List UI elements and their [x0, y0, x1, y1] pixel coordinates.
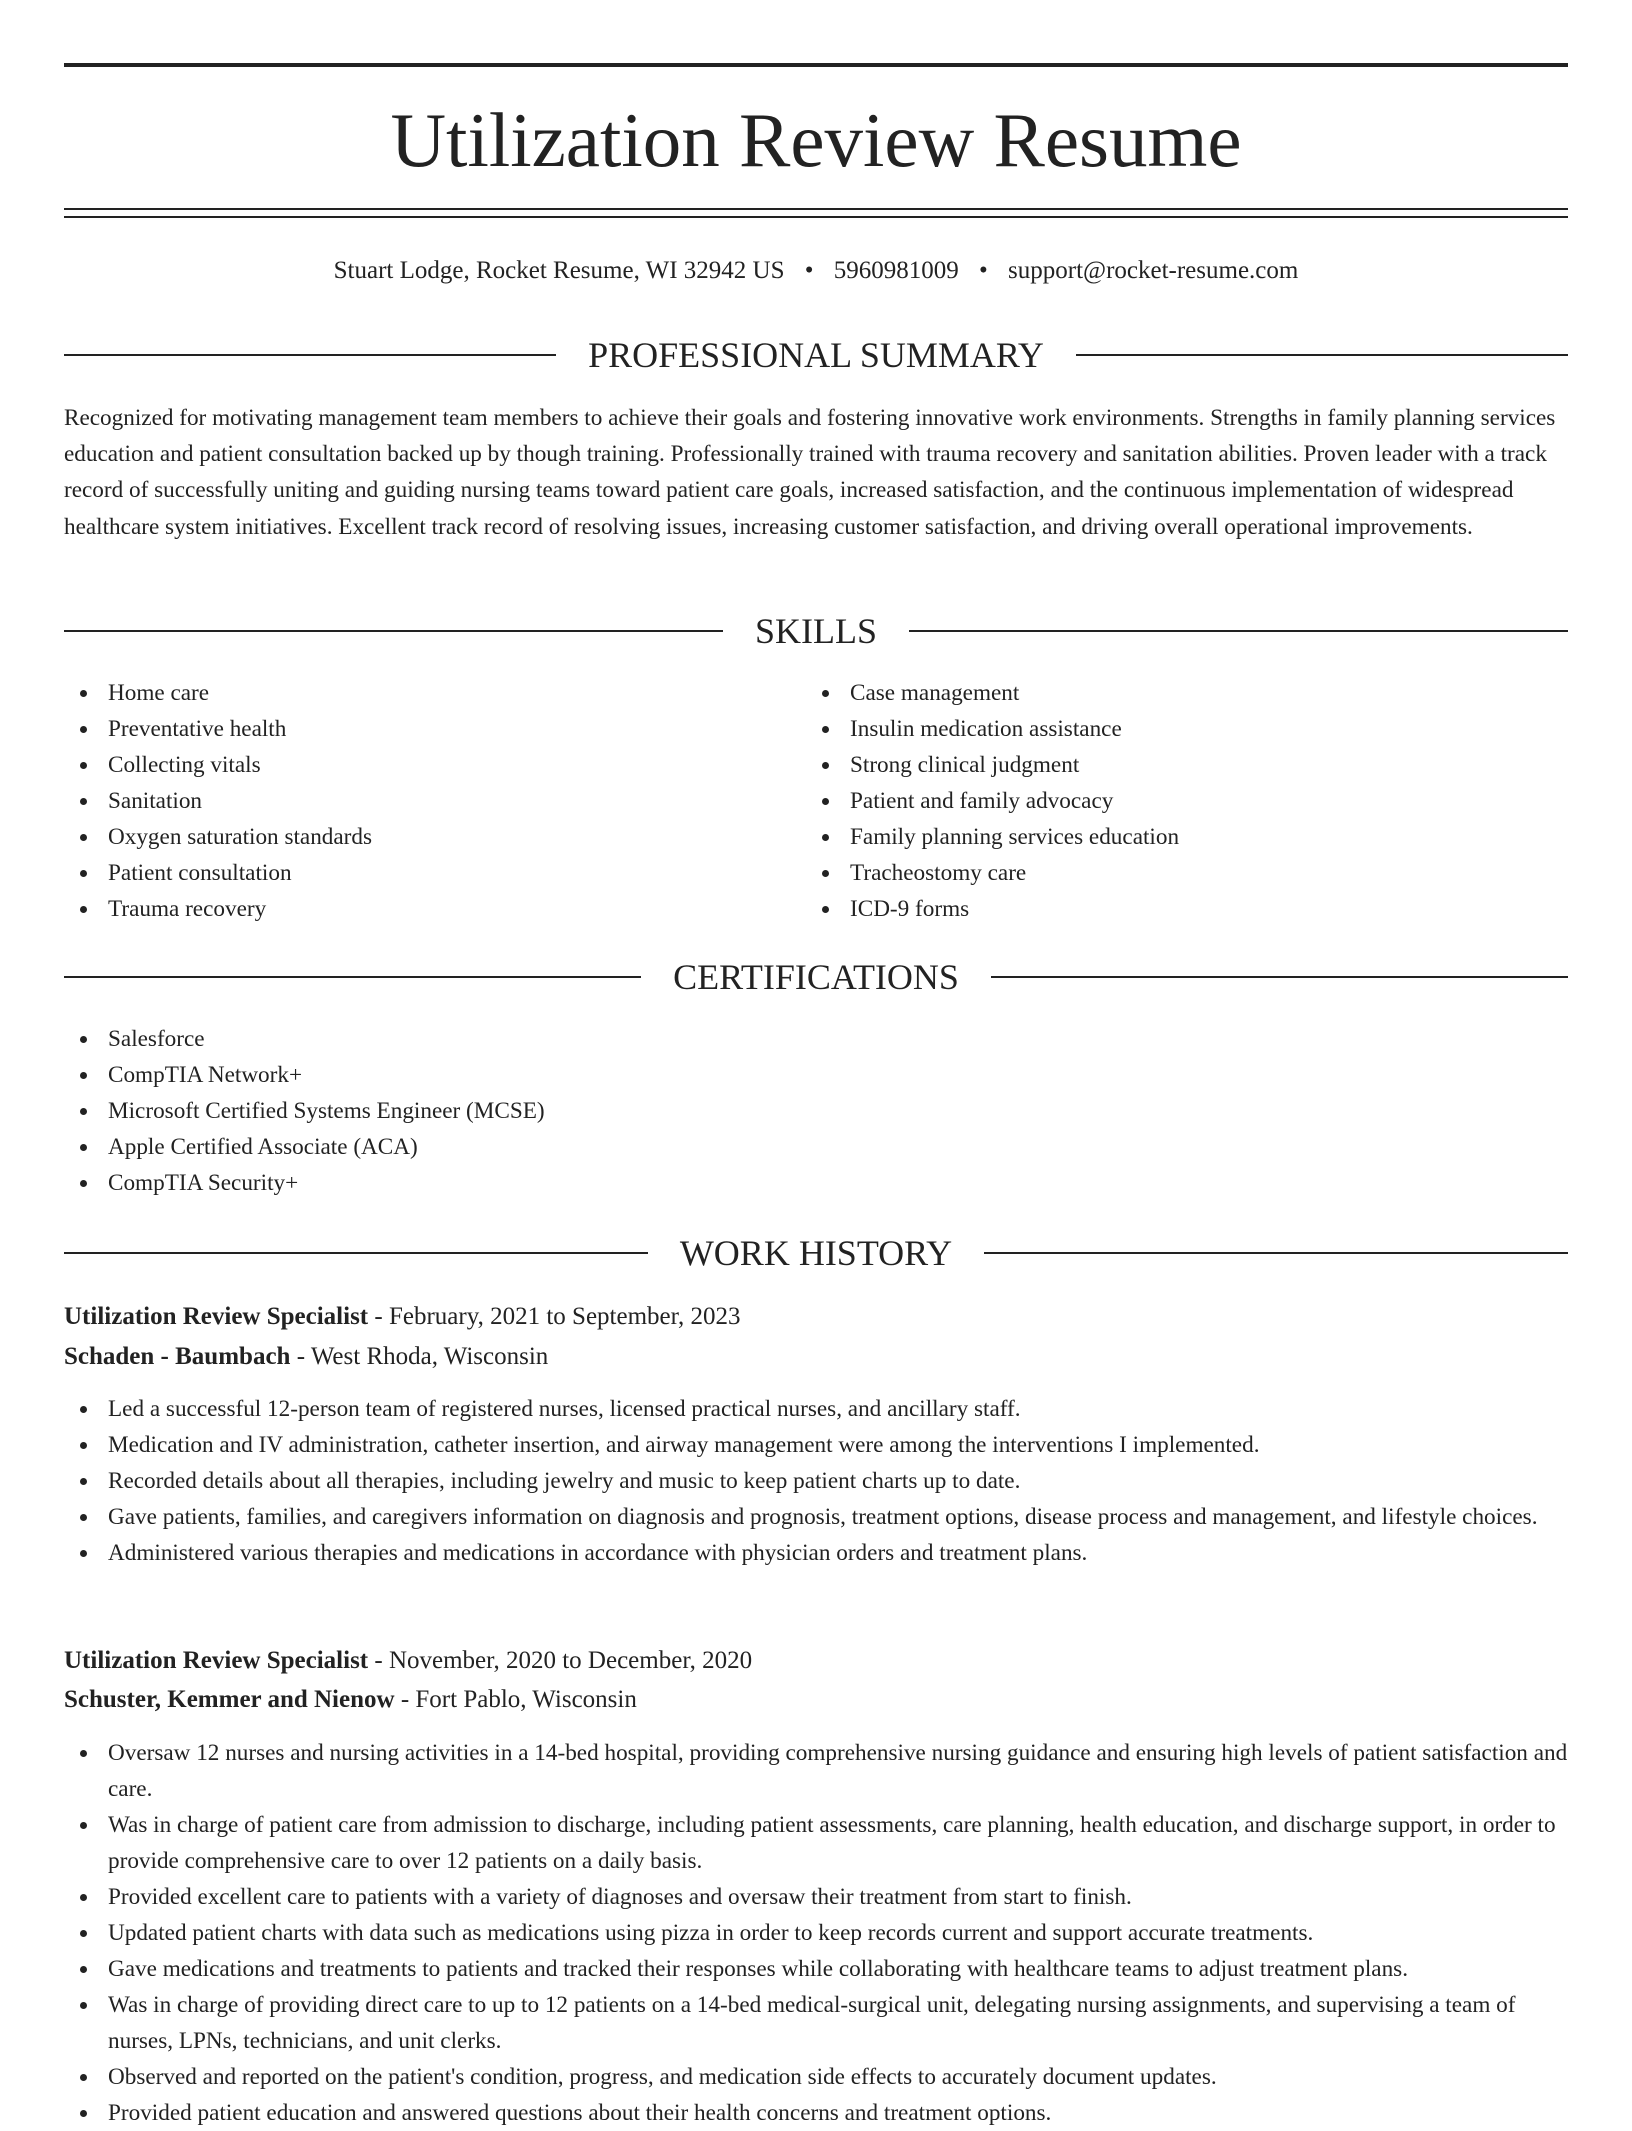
job-bullet: Provided excellent care to patients with a variety of diagnoses and oversaw their treatment from start to finish.	[64, 1879, 1568, 1915]
contact-separator: •	[979, 257, 988, 284]
job-bullet: Gave patients, families, and caregivers information on diagnosis and prognosis, treatment options, disease process and management, and lifestyle choices.	[64, 1499, 1568, 1535]
job-company: Schuster, Kemmer and Nienow	[64, 1686, 395, 1713]
job-bullets	[64, 1391, 1568, 1571]
job-title: Utilization Review Specialist	[64, 1647, 369, 1674]
job-bullet: Gave medications and treatments to patients and tracked their responses while collaborating with healthcare teams to adjust treatment plans.	[64, 1951, 1568, 1987]
job-bullet: Recorded details about all therapies, including jewelry and music to keep patient charts up to date.	[64, 1463, 1568, 1499]
job-bullets	[64, 1735, 1568, 2131]
job-company-line	[64, 1338, 1568, 1376]
skill-item: Case management	[806, 675, 1506, 711]
skill-item: Strong clinical judgment	[806, 747, 1506, 783]
section-title-work-history: WORK HISTORY	[679, 1233, 953, 1273]
section-rule-left	[64, 1252, 648, 1254]
skills-list-left	[64, 675, 764, 927]
skill-item: Oxygen saturation standards	[64, 819, 764, 855]
skills-list-right	[806, 675, 1506, 927]
section-rule-left	[64, 354, 556, 356]
section-rule-right	[909, 630, 1568, 632]
contact-separator: •	[804, 257, 814, 284]
job-bullet: Led a successful 12-person team of registered nurses, licensed practical nurses, and ancillary staff.	[64, 1391, 1568, 1427]
section-rule-left	[64, 630, 723, 632]
section-header-summary	[64, 333, 1568, 377]
certification-item: CompTIA Network+	[64, 1057, 864, 1093]
section-rule-right	[1076, 354, 1568, 356]
skill-item: Sanitation	[64, 783, 764, 819]
header-double-rule-top	[64, 208, 1568, 210]
section-title-summary: PROFESSIONAL SUMMARY	[588, 335, 1044, 375]
job-bullet: Updated patient charts with data such as medications using pizza in order to keep records current and support accurate treatments.	[64, 1915, 1568, 1951]
certification-item: Microsoft Certified Systems Engineer (MCSE)	[64, 1093, 864, 1129]
header-double-rule-bottom	[64, 216, 1568, 218]
header-top-rule	[64, 63, 1568, 67]
section-title-skills: SKILLS	[755, 611, 878, 651]
section-rule-left	[64, 976, 641, 978]
job-title: Utilization Review Specialist	[64, 1303, 369, 1330]
skill-item: Preventative health	[64, 711, 764, 747]
certification-item: Salesforce	[64, 1021, 864, 1057]
job-bullet: Was in charge of providing direct care to up to 12 patients on a 14-bed medical-surgical unit, delegating nursing assignments, and supervising a team of nurses, LPNs, technicians, and unit clerks.	[64, 1987, 1568, 2059]
section-rule-right	[991, 976, 1568, 978]
certifications-list	[64, 1021, 864, 1201]
job-bullet: Provided patient education and answered questions about their health concerns and treatment options.	[64, 2095, 1568, 2131]
job-bullet: Was in charge of patient care from admission to discharge, including patient assessments, care planning, health education, and discharge support, in order to provide comprehensive care to over 12 patients on a daily basis.	[64, 1807, 1568, 1879]
skill-item: Home care	[64, 675, 764, 711]
job-title-line	[64, 1642, 1568, 1680]
job-location: - Fort Pablo, Wisconsin	[394, 1686, 637, 1713]
certification-item: CompTIA Security+	[64, 1165, 864, 1201]
job-dates: - February, 2021 to September, 2023	[368, 1303, 741, 1330]
section-rule-right	[984, 1252, 1568, 1254]
section-title-certifications: CERTIFICATIONS	[673, 957, 959, 997]
job-bullet: Medication and IV administration, catheter insertion, and airway management were among the interventions I implemented.	[64, 1427, 1568, 1463]
job-bullet: Oversaw 12 nurses and nursing activities in a 14-bed hospital, providing comprehensive nursing guidance and ensuring high levels of patient satisfaction and care.	[64, 1735, 1568, 1807]
skill-item: Family planning services education	[806, 819, 1506, 855]
contact-phone: 5960981009	[833, 257, 959, 284]
summary-text: Recognized for motivating management team members to achieve their goals and fostering innovative work environments. Strengths in family planning services education and patient consultation backed up by though training. Professionally trained with trauma recovery and sanitation abilities. Proven leader with a track record of successfully uniting and guiding nursing teams toward patient care goals, increased satisfaction, and the continuous implementation of widespread healthcare system initiatives. Excellent track record of resolving issues, increasing customer satisfaction, and driving overall operational improvements.	[64, 405, 1556, 540]
skill-item: ICD-9 forms	[806, 891, 1506, 927]
job-dates: - November, 2020 to December, 2020	[368, 1647, 753, 1674]
skill-item: Patient consultation	[64, 855, 764, 891]
job-company: Schaden - Baumbach	[64, 1343, 291, 1370]
job-title-line	[64, 1298, 1568, 1336]
job-bullet: Observed and reported on the patient's condition, progress, and medication side effects to accurately document updates.	[64, 2059, 1568, 2095]
section-header-certifications	[64, 955, 1568, 999]
contact-line	[0, 254, 1632, 288]
certification-item: Apple Certified Associate (ACA)	[64, 1129, 864, 1165]
skill-item: Insulin medication assistance	[806, 711, 1506, 747]
resume-title: Utilization Review Resume	[390, 97, 1242, 183]
skill-item: Trauma recovery	[64, 891, 764, 927]
job-bullet: Administered various therapies and medications in accordance with physician orders and treatment plans.	[64, 1535, 1568, 1571]
skill-item: Collecting vitals	[64, 747, 764, 783]
job-company-line	[64, 1681, 1568, 1719]
skill-item: Tracheostomy care	[806, 855, 1506, 891]
section-header-skills	[64, 609, 1568, 653]
contact-address: Stuart Lodge, Rocket Resume, WI 32942 US	[333, 257, 785, 284]
job-location: - West Rhoda, Wisconsin	[290, 1343, 549, 1370]
contact-email: support@rocket-resume.com	[1008, 257, 1299, 284]
section-header-work-history	[64, 1231, 1568, 1275]
skill-item: Patient and family advocacy	[806, 783, 1506, 819]
